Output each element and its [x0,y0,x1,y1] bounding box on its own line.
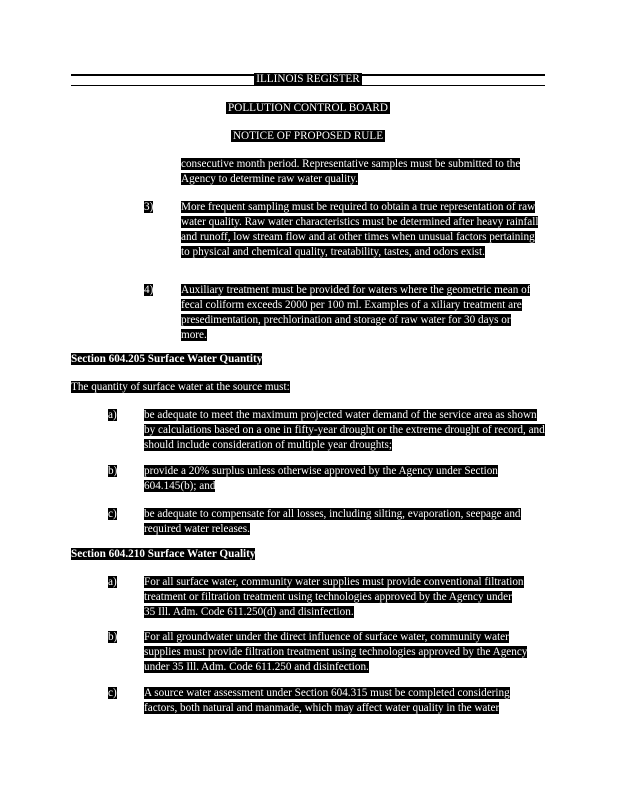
item-3-marker: 3) [144,201,154,213]
notice-title: NOTICE OF PROPOSED RULE [232,130,384,142]
continuation-paragraph: consecutive month period. Representative samples must be submitted to the Agency to determine raw water quality. [181,158,521,185]
item-4-text: Auxiliary treatment must be provided for waters where the geometric mean of fecal coliform exceeds 2000 per 100 ml. Examples of a xiliary treatment are presedimentation, prechlorination and storage of raw water for 30 days or more. [181,284,531,341]
section-205-heading: Section 604.205 Surface Water Quantity [71,353,263,365]
section-205-item-b-marker: b) [108,465,118,477]
section-205-item-c-marker: c) [108,508,117,520]
section-205-intro: The quantity of surface water at the source must: [71,381,290,393]
board-title: POLLUTION CONTROL BOARD [228,102,388,114]
section-210-item-a-marker: a) [108,576,117,588]
item-4-marker: 4) [144,284,154,296]
section-205-item-b-text: provide a 20% surplus unless otherwise approved by the Agency under Section 604.145(b); and [144,465,498,492]
section-210-item-b-marker: b) [108,631,118,643]
item-3-text: More frequent sampling must be required to obtain a true representation of raw water quality. Raw water characteristics must be determined after heavy rainfall and runoff, low stream flow and at other times when unusual factors pertaining to physical and chemical quality, treatability, tastes, and odors exist. [181,201,539,258]
section-210-heading: Section 604.210 Surface Water Quality [71,548,256,560]
section-205-item-a-text: be adequate to meet the maximum projected water demand of the service area as shown by calculations based on a one in fifty-year drought or the extreme drought of record, and should include consideration of multiple year droughts; [144,409,545,451]
section-210-item-c-text: A source water assessment under Section 604.315 must be completed considering factors, both natural and manmade, which may affect water quality in the water [144,687,510,714]
register-title: ILLINOIS REGISTER [256,73,360,85]
section-205-item-a-marker: a) [108,409,117,421]
section-205-item-c-text: be adequate to compensate for all losses, including silting, evaporation, seepage and required water releases. [144,508,521,535]
header-rule-bottom [71,85,545,86]
section-210-item-b-text: For all groundwater under the direct influence of surface water, community water supplies must provide filtration treatment using technologies approved by the Agency under 35 Ill. Adm. Code 611.250 and disinfection. [144,631,528,673]
section-210-item-a-text: For all surface water, community water supplies must provide conventional filtration treatment or filtration treatment using technologies approved by the Agency under 35 Ill. Adm. Code 611.250(d) and disinfection. [144,576,524,618]
section-210-item-c-marker: c) [108,687,117,699]
